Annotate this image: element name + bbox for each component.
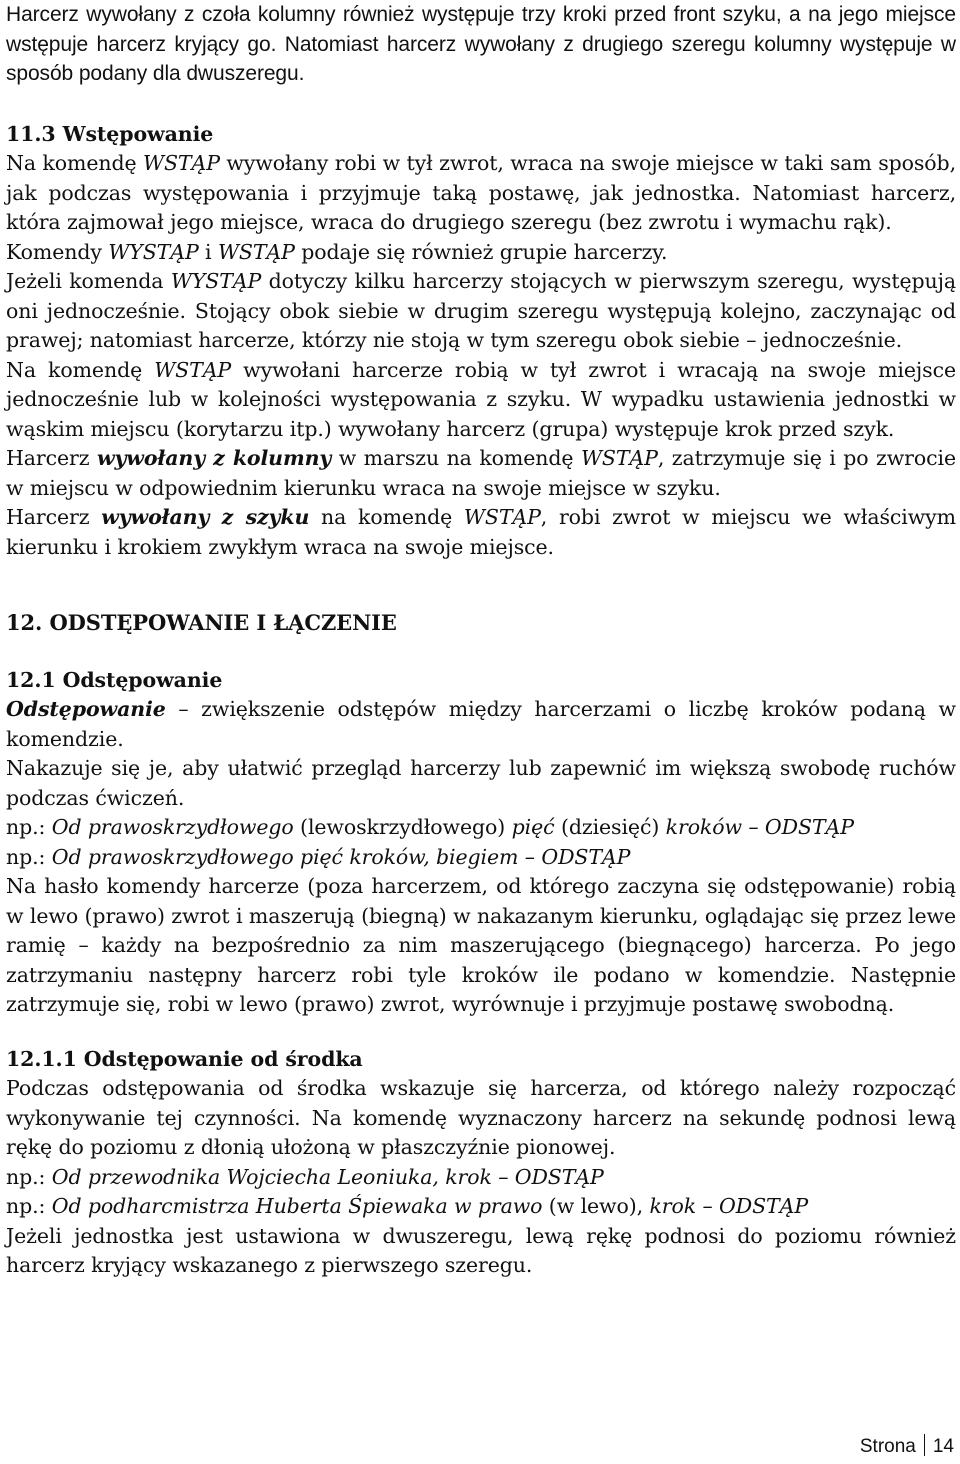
emphasis-text: wywołany z kolumny	[96, 446, 332, 470]
command-text: pięć	[511, 815, 555, 839]
command-text: WSTĄP	[580, 446, 658, 470]
section-11-3-paragraph-5	[6, 444, 956, 503]
page-footer	[860, 1434, 954, 1458]
command-text: WYSTĄP	[108, 239, 199, 264]
command-text: WSTĄP	[143, 151, 220, 175]
command-text: WSTĄP	[217, 239, 295, 264]
footer-separator	[924, 1434, 925, 1456]
section-12-1-1-example-2	[6, 1192, 956, 1222]
text-run: (w lewo),	[542, 1194, 650, 1218]
command-text: WSTĄP	[154, 357, 232, 382]
section-11-3-paragraph-6	[6, 503, 956, 562]
text-run: (lewoskrzydłowego)	[293, 815, 512, 839]
command-text: WYSTĄP	[170, 269, 262, 293]
section-11-3-heading: 11.3 Wstępowanie	[6, 121, 214, 146]
text-run: , zatrzymuje się i po zwrocie w miejscu w odpowiednim kierunku wraca na swoje miejsce w szyku.	[6, 446, 956, 500]
text-run: , robi zwrot w miejscu we właściwym kierunku i krokiem zwykłym wraca na swoje miejsce.	[6, 505, 957, 559]
emphasis-text: wywołany z szyku	[101, 505, 310, 529]
page-number: 14	[932, 1436, 954, 1457]
text-run: dotyczy kilku harcerzy stojących w pierwszym szeregu, występują oni jednocześnie. Stojący obok siebie w drugim szeregu występują kolejno, zaczynając od prawej; natomiast harcerze, którzy nie stoją w tym szeregu obok siebie – jednocześnie.	[6, 269, 957, 352]
text-run: wywołany robi w tył zwrot, wraca na swoje miejsce w taki sam sposób, jak podczas występowania i przyjmuje taką postawę, jak jednostka. Natomiast harcerz, która zajmował jego miejsce, wraca do drugiego szeregu (bez zwrotu i wymachu rąk).	[6, 151, 956, 234]
command-text: krok – ODSTĄP	[649, 1194, 809, 1218]
text-run: – zwiększenie odstępów między harcerzami o liczbę kroków podaną w komendzie.	[6, 697, 956, 751]
text-run: np.:	[6, 844, 52, 869]
section-11-3-paragraph-4	[6, 356, 956, 445]
section-12-1-paragraph-2: Nakazuje się je, aby ułatwić przegląd harcerzy lub zapewnić im większą swobodę ruchów podczas ćwiczeń.	[6, 756, 956, 810]
text-run: np.:	[6, 815, 52, 839]
section-12-1-paragraph-3: Na hasło komendy harcerze (poza harcerzem, od którego zaczyna się odstępowanie) robią w lewo (prawo) zwrot i maszerują (biegną) w nakazanym kierunku, oglądając się przez lewe ramię – każdy na bezpośrednio za nim maszerującego (biegnącego) harcerza. Po jego zatrzymaniu następny harcerz robi tyle kroków ile podano w komendzie. Następnie zatrzymuje się, robi w lewo (prawo) zwrot, wyrównuje i przyjmuje postawę swobodną.	[6, 874, 956, 1016]
text-run: Harcerz	[6, 505, 102, 529]
text-run: np.:	[6, 1194, 52, 1218]
section-12-1-example-1	[6, 813, 956, 843]
command-text: Od podharcmistrza Huberta Śpiewaka w prawo	[51, 1194, 543, 1218]
text-run: (dziesięć)	[554, 815, 666, 839]
section-12-1-1-paragraph-1: Podczas odstępowania od środka wskazuje się harcerza, od którego należy rozpocząć wykonywanie tej czynności. Na komendę wyznaczony harcerz na sekundę podnosi lewą rękę do poziomu z dłonią ułożoną w płaszczyźnie pionowej.	[6, 1076, 956, 1159]
text-run: i	[198, 239, 218, 264]
definition-term: Odstępowanie	[6, 697, 166, 721]
section-11-3-paragraph-1	[6, 149, 956, 238]
text-run: Na komendę	[6, 357, 155, 382]
text-run: np.:	[6, 1164, 52, 1189]
section-12-1-1-example-1	[6, 1163, 956, 1193]
command-text: kroków – ODSTĄP	[665, 815, 854, 839]
document-page	[6, 0, 956, 1281]
command-text: Od prawoskrzydłowego pięć kroków, biegiem – ODSTĄP	[51, 844, 631, 869]
section-12-1-definition	[6, 695, 956, 754]
section-12-1-heading: 12.1 Odstępowanie	[6, 667, 223, 692]
text-run: Harcerz	[6, 446, 97, 470]
command-text: Od przewodnika Wojciecha Leoniuka, krok – ODSTĄP	[51, 1164, 604, 1189]
section-12-1-1-paragraph-2: Jeżeli jednostka jest ustawiona w dwuszeregu, lewą rękę podnosi do poziomu również harcerz kryjący wskazanego z pierwszego szeregu.	[6, 1223, 956, 1277]
section-12-heading: 12. ODSTĘPOWANIE I ŁĄCZENIE	[6, 610, 397, 635]
text-run: Na komendę	[6, 151, 143, 175]
command-text: WSTĄP	[463, 505, 541, 529]
text-run: wywołani harcerze robią w tył zwrot i wracają na swoje miejsce jednocześnie lub w kolejności występowania z szyku. W wypadku ustawienia jednostki w wąskim miejscu (korytarzu itp.) wywołany harcerz (grupa) występuje krok przed szyk.	[6, 357, 956, 441]
intro-paragraph: Harcerz wywołany z czoła kolumny również występuje trzy kroki przed front szyku, a na jego miejsce wstępuje harcerz kryjący go. Natomiast harcerz wywołany z drugiego szeregu kolumny występuje w sposób podany dla dwuszeregu.	[6, 3, 956, 85]
section-11-3-paragraph-3	[6, 267, 956, 356]
section-12-1-1-heading: 12.1.1 Odstępowanie od środka	[6, 1046, 363, 1071]
text-run: Jeżeli komenda	[6, 269, 171, 293]
section-12-1-example-2	[6, 843, 956, 873]
text-run: Komendy	[6, 239, 109, 264]
footer-label: Strona	[859, 1436, 916, 1457]
command-text: Od prawoskrzydłowego	[51, 815, 294, 839]
text-run: w marszu na komendę	[331, 446, 581, 470]
text-run: na komendę	[309, 505, 464, 529]
section-11-3-paragraph-2	[6, 238, 956, 268]
text-run: podaje się również grupie harcerzy.	[294, 239, 668, 264]
